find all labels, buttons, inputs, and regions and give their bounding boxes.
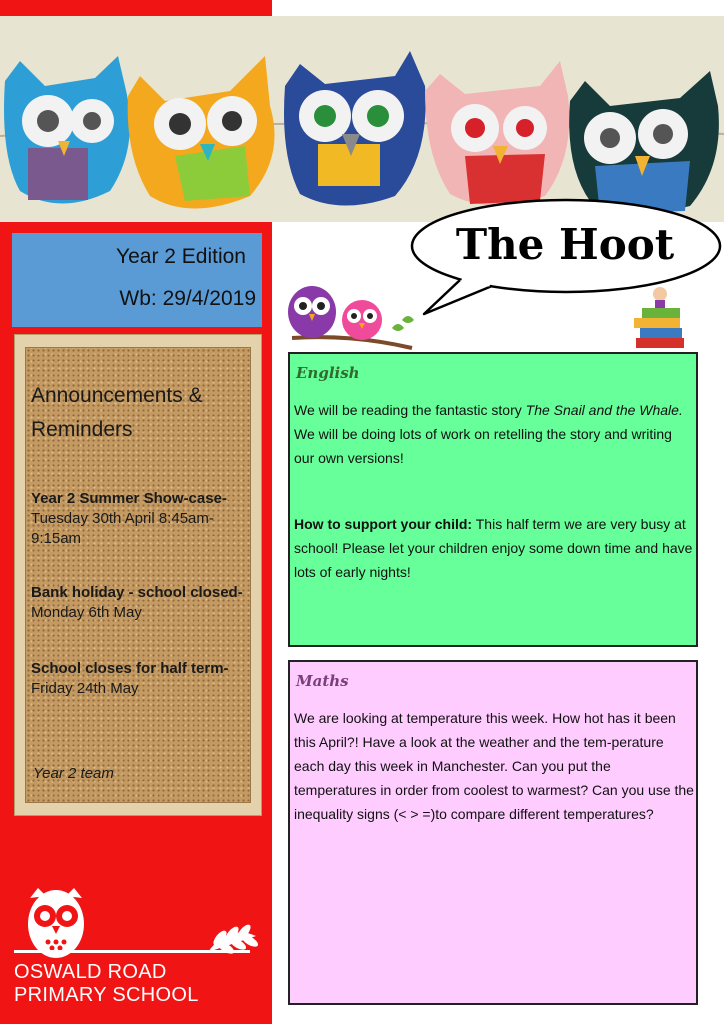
owls-on-branch-icon	[282, 276, 422, 356]
announcement-detail: Monday 6th May	[31, 604, 142, 621]
announcement-label: School closes for half term-	[31, 660, 229, 677]
english-heading: English	[296, 364, 360, 382]
announcements-signoff: Year 2 team	[33, 765, 114, 782]
announcement-detail: Friday 24th May	[31, 680, 139, 697]
announcement-detail: Tuesday 30th April 8:45am-9:15am	[31, 510, 214, 547]
support-paragraph	[294, 512, 696, 584]
maths-section	[288, 660, 698, 1005]
school-name-line1: OSWALD ROAD	[14, 961, 167, 983]
english-section	[288, 352, 698, 647]
maths-paragraph: We are looking at temperature this week. How hot has it been this April?! Have a look at the weather and the tem-perature each day this week in Manchester. Can you put the temperatures in order from coolest to warmest? Can you use the inequality signs (< > =)to compare different temperatures?	[294, 710, 694, 822]
english-text-after: We will be doing lots of work on retelling the story and writing our own versions!	[294, 426, 672, 466]
support-label: How to support your child:	[294, 516, 473, 532]
announcement-showcase	[31, 489, 261, 549]
edition-week: Wb: 29/4/2019	[119, 287, 256, 310]
support-text: This half term we are very busy at school! Please let your children enjoy some down time and have lots of early nights!	[294, 516, 693, 580]
story-title: The Snail and the Whale.	[525, 402, 683, 418]
edition-box	[12, 233, 262, 327]
school-name-line2: PRIMARY SCHOOL	[14, 984, 199, 1006]
announcements-title: Announcements & Reminders	[31, 384, 203, 441]
announcement-label: Year 2 Summer Show-case-	[31, 490, 227, 507]
newsletter-title: The Hoot	[455, 220, 675, 269]
announcement-half-term	[31, 659, 261, 699]
owl-banner-image	[0, 16, 724, 222]
announcement-bank-holiday	[31, 583, 261, 623]
announcements-corkboard	[14, 334, 262, 816]
english-text-before: We will be reading the fantastic story	[294, 402, 526, 418]
edition-title: Year 2 Edition	[116, 245, 246, 268]
school-owl-logo-icon	[8, 884, 270, 964]
announcement-label: Bank holiday - school closed-	[31, 584, 243, 601]
english-paragraph	[294, 398, 696, 470]
books-stack-icon	[630, 280, 690, 352]
maths-heading: Maths	[296, 672, 349, 690]
